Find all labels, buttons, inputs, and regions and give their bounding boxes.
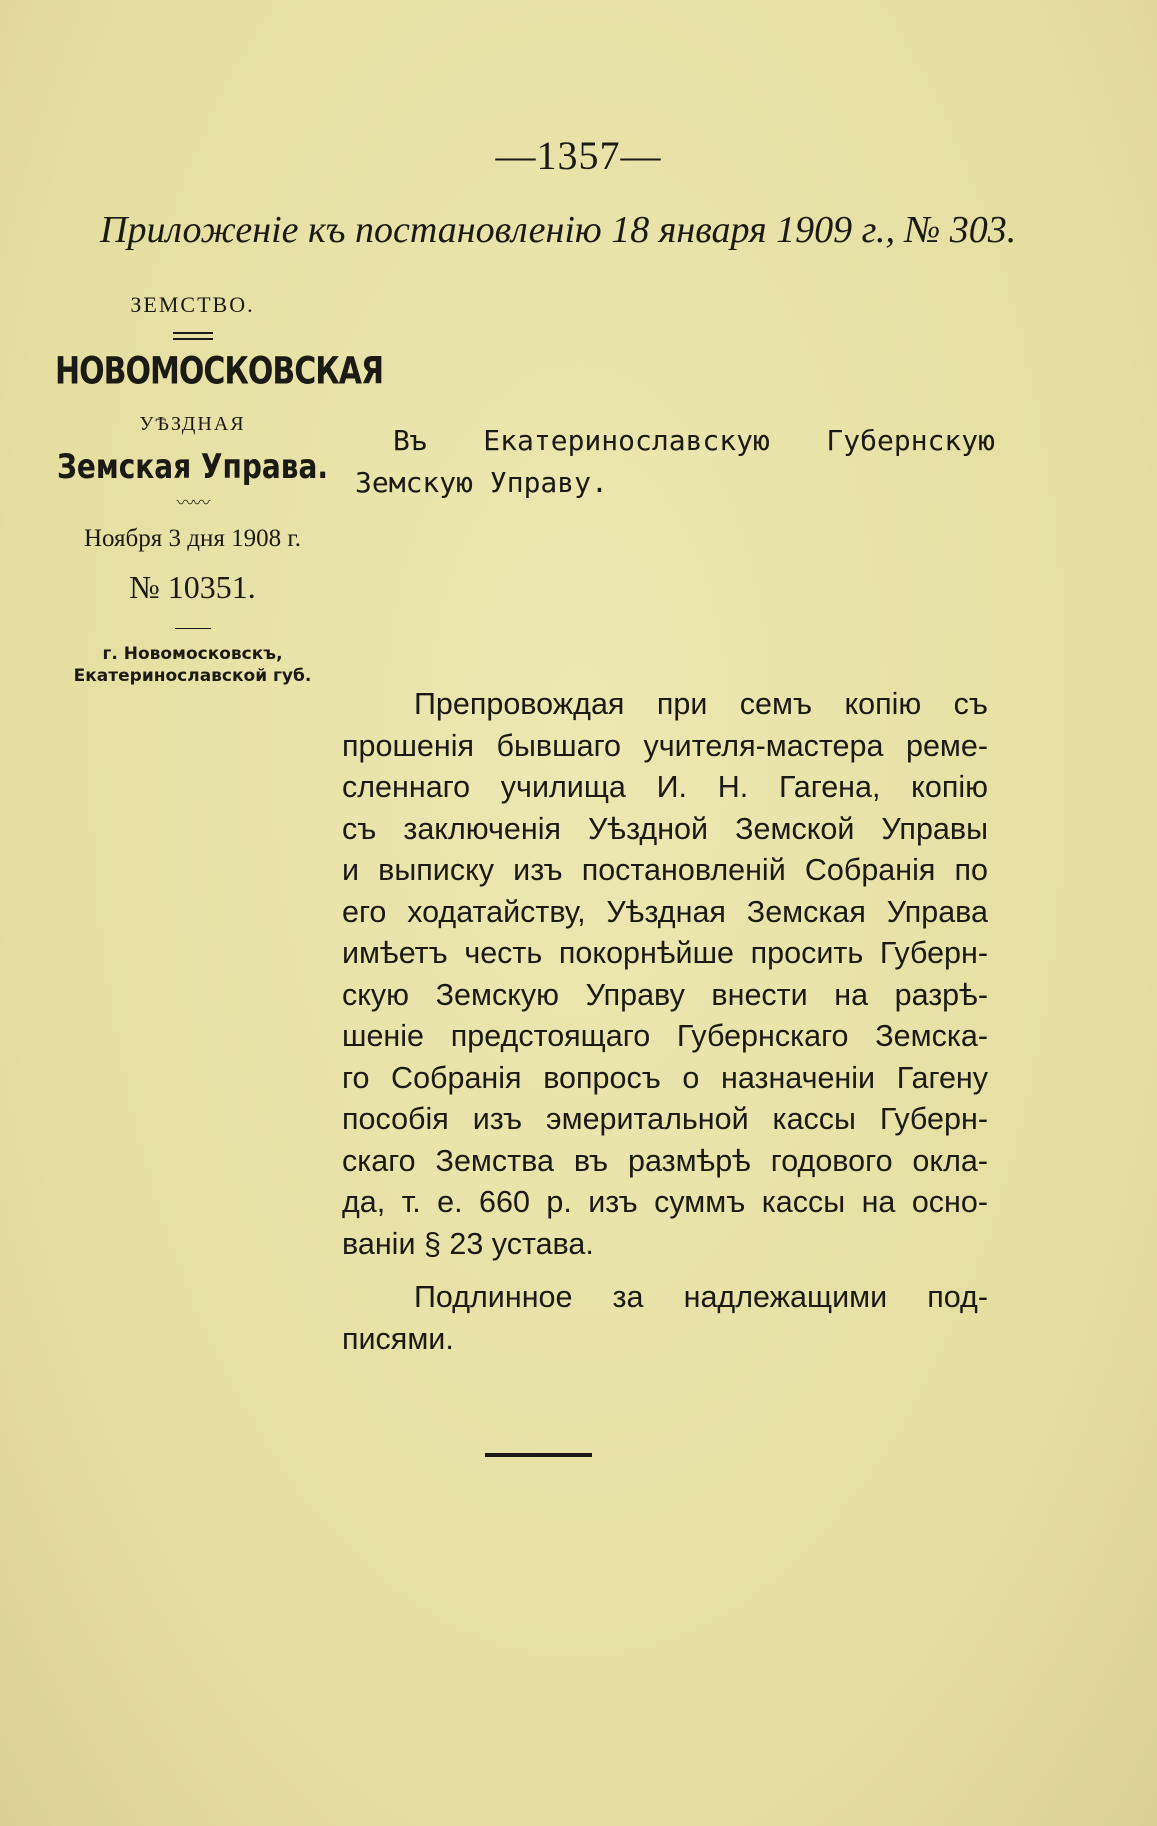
page-number: —1357— xyxy=(495,133,662,178)
wavy-ornament: 〰〰 xyxy=(176,493,209,513)
uezdnaya-label: УѢЗДНАЯ xyxy=(139,413,246,435)
recipient-address xyxy=(355,420,995,504)
body-line: ваніи § 23 устава. xyxy=(342,1226,594,1261)
body-line: го Собранія вопросъ о назначеніи Гагену xyxy=(342,1060,988,1095)
body-line: Препровождая при семъ копію съ xyxy=(414,687,988,721)
city-line-1: г. Новомосковскъ, xyxy=(102,644,283,664)
body-line: скаго Земства въ размѣрѣ годового окла- xyxy=(342,1143,988,1178)
body-line: прошенія бывшаго учителя-мастера реме- xyxy=(342,728,988,763)
letter-body xyxy=(342,684,988,1360)
body-line: шеніе предстоящаго Губернскаго Земска- xyxy=(342,1019,988,1053)
double-rule-divider xyxy=(173,332,213,340)
body-line: имѣетъ честь покорнѣйше просить Губерн- xyxy=(342,936,988,970)
body-line: и выписку изъ постановленій Собранія по xyxy=(342,853,988,887)
address-line-2: Земскую Управу. xyxy=(355,466,608,499)
body-line: съ заключенія Уѣздной Земской Управы xyxy=(342,811,988,846)
body-line: скую Земскую Управу внести на разрѣ- xyxy=(342,977,988,1012)
document-number: № 10351. xyxy=(129,569,256,605)
paragraph-gap xyxy=(342,1265,988,1277)
body-line: его ходатайству, Уѣздная Земская Управа xyxy=(342,894,988,929)
short-rule-divider xyxy=(175,628,211,629)
sender-block xyxy=(55,290,384,687)
closing-line-2: писями. xyxy=(342,1321,454,1356)
letter-date: Ноября 3 дня 1908 г. xyxy=(83,525,302,552)
city-line-2: Екатеринославской губ. xyxy=(73,666,312,686)
closing-line-1: Подлинное за надлежащими под- xyxy=(414,1280,988,1314)
appendix-header: Приложеніе къ постановленію 18 января 1909 г., № 303. xyxy=(100,209,1017,251)
body-line: пособія изъ эмеритальной кассы Губерн- xyxy=(342,1102,988,1136)
body-line: сленнаго училища И. Н. Гагена, копію xyxy=(342,770,988,804)
address-line-1: Въ Екатеринославскую Губернскую xyxy=(393,424,995,457)
end-rule-divider xyxy=(485,1453,592,1457)
uprava-label: Земская Управа. xyxy=(56,446,329,487)
district-name: НОВОМОСКОВСКАЯ xyxy=(55,349,384,394)
body-line: да, т. е. 660 р. изъ суммъ кассы на осно- xyxy=(342,1185,988,1219)
zemstvo-label: ЗЕМСТВО. xyxy=(130,292,255,317)
